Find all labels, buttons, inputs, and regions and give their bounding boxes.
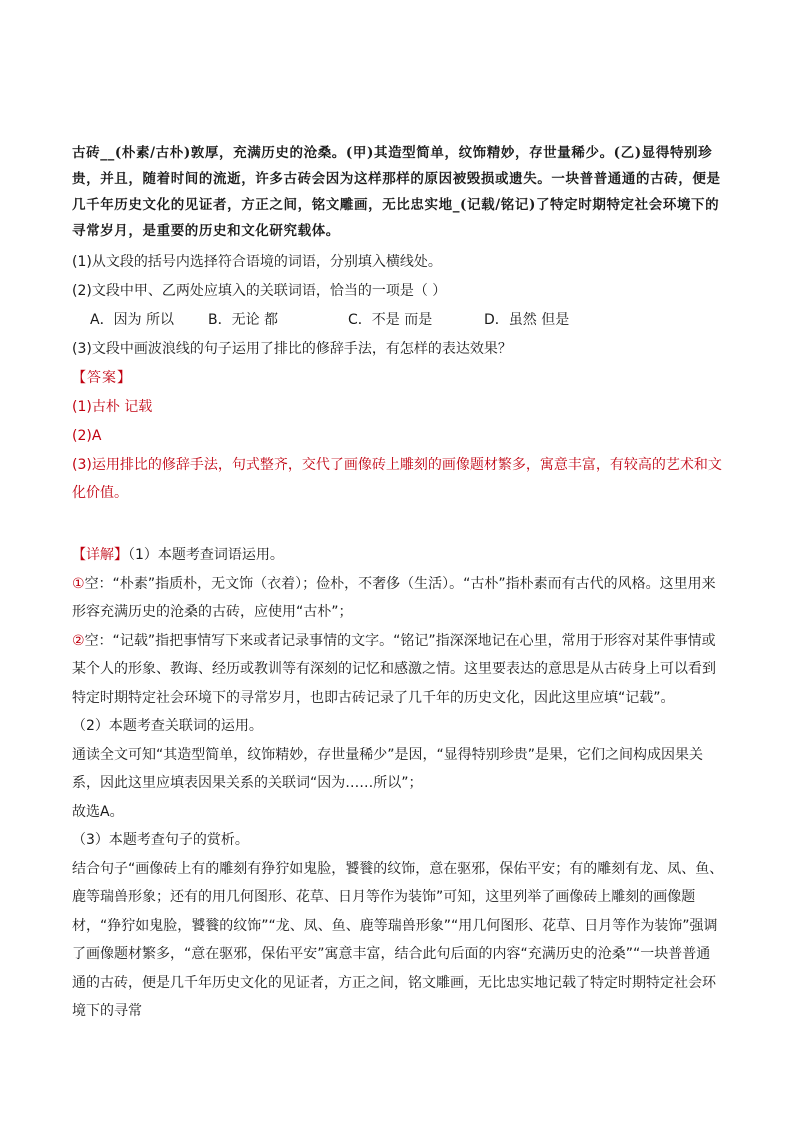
option-b: B．无论 都 <box>208 312 279 328</box>
option-a: A．因为 所以 <box>90 312 175 328</box>
detail-part-1-title: （1）本题考查词语运用。 <box>128 547 284 563</box>
page-content <box>72 140 724 1026</box>
section-gap <box>72 507 724 541</box>
question-2: (2)文段中甲、乙两处应填入的关联词语，恰当的一项是（ ） <box>72 283 447 299</box>
detail-blank-1 <box>72 570 724 627</box>
circled-number-2: ② <box>72 632 85 649</box>
detail-part-2-choice: 故选A。 <box>72 803 124 820</box>
detail-heading: 【详解】 <box>72 547 128 563</box>
detail-part-2-text: 通读全文可知“其造型简单，纹饰精妙，存世量稀少”是因，“显得特别珍贵”是果，它们之间构成因果关系，因此这里应填表因果关系的关联词“因为……所以”； <box>72 746 704 791</box>
question-1: (1)从文段的括号内选择符合语境的词语，分别填入横线处。 <box>72 254 442 270</box>
detail-part-3-title: （3）本题考查句子的赏析。 <box>72 832 249 848</box>
detail-blank-2 <box>72 627 724 713</box>
answer-heading: 【答案】 <box>72 370 132 386</box>
option-d: D．虽然 但是 <box>484 312 570 328</box>
detail-part-3-text: 结合句子“画像砖上有的雕刻有狰狞如鬼脸，饕餮的纹饰，意在驱邪，保佑平安；有的雕刻有龙、凤、鱼、鹿等瑞兽形象；还有的用几何图形、花草、日月等作为装饰”可知，这里列举了画像砖上雕刻的画像题材，“狰狞如鬼脸，饕餮的纹饰”“龙、凤、鱼、鹿等瑞兽形象”“用几何图形、花草、日月等作为装饰”强调了画像题材繁多，“意在驱邪，保佑平安”寓意丰富，结合此句后面的内容“充满历史的沧桑”“一块普普通通的古砖，便是几千年历史文化的见证者，方正之间，铭文雕画，无比忠实地记载了特定时期特定社会环境下的寻常 <box>72 860 724 1019</box>
circled-number-1: ① <box>72 575 85 592</box>
question-2-options <box>72 306 724 335</box>
detail-part-2-title: （2）本题考查关联词的运用。 <box>72 718 263 734</box>
detail-intro <box>72 541 724 570</box>
detail-blank-2-text: 空：“记载”指把事情写下来或者记录事情的文字。“铭记”指深深地记在心里，常用于形容对某件事情或某个人的形象、教诲、经历或教训等有深刻的记忆和感激之情。这里要表达的意思是从古砖身上可以看到特定时期特定社会环境下的寻常岁月，也即古砖记录了几千年的历史文化，因此这里应填“记载”。 <box>72 632 716 706</box>
option-c: C．不是 而是 <box>348 312 433 328</box>
question-3: (3)文段中画波浪线的句子运用了排比的修辞手法，有怎样的表达效果？ <box>72 341 512 357</box>
detail-section <box>72 541 724 1026</box>
passage-text: 古砖__(朴素/古朴)敦厚，充满历史的沧桑。(甲)其造型简单，纹饰精妙，存世量稀少。(乙)显得特别珍贵，并且，随着时间的流逝，许多古砖会因为这样那样的原因被毁损或遗失。一块普普通通的古砖，便是几千年历史文化的见证者，方正之间，铭文雕画，无比忠实地_(记载/铭记)了特定时期特定社会环境下的寻常岁月，是重要的历史和文化研究载体。 <box>72 145 721 239</box>
answer-2: (2)A <box>72 428 102 444</box>
answer-3: (3)运用排比的修辞手法，句式整齐，交代了画像砖上雕刻的画像题材繁多，寓意丰富，有较高的艺术和文化价值。 <box>72 457 722 501</box>
detail-blank-1-text: 空：“朴素”指质朴，无文饰（衣着）；俭朴，不奢侈（生活）。“古朴”指朴素而有古代的风格。这里用来形容充满历史的沧桑的古砖，应使用“古朴”； <box>72 575 716 620</box>
answer-1: (1)古朴 记载 <box>72 399 153 415</box>
